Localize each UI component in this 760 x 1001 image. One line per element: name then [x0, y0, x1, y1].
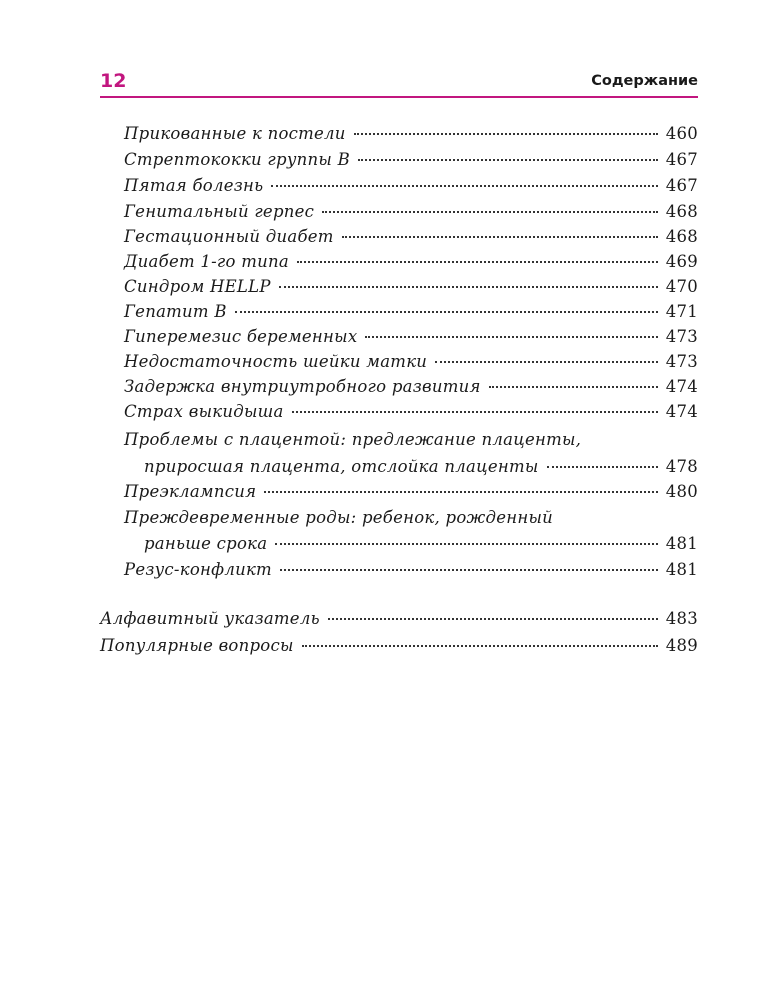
- toc-entry-page: 473: [665, 327, 698, 346]
- dot-leader: [264, 490, 657, 493]
- toc-entry-page: 483: [665, 609, 698, 628]
- toc-appendix-entry[interactable]: [100, 636, 698, 656]
- toc-entry-label: Диабет 1-го типа: [124, 252, 289, 271]
- header-rule: [100, 96, 698, 98]
- dot-leader: [489, 385, 658, 388]
- toc-entry-page: 481: [665, 534, 698, 553]
- toc-entry[interactable]: [124, 302, 698, 322]
- dot-leader: [365, 335, 657, 338]
- toc-entry-page: 489: [665, 636, 698, 655]
- toc-entry-page: 468: [665, 202, 698, 221]
- page-header: [100, 68, 698, 94]
- dot-leader: [547, 465, 658, 468]
- dot-leader: [235, 310, 658, 313]
- toc-entry-label: Гестационный диабет: [124, 227, 334, 246]
- toc-entry[interactable]: [124, 327, 698, 347]
- toc-entry-label: Страх выкидыша: [124, 402, 284, 421]
- toc-entry[interactable]: [124, 252, 698, 272]
- toc-entry-page: 473: [665, 352, 698, 371]
- toc-entry-label: Преэклампсия: [124, 482, 257, 501]
- toc-entry-page: 470: [665, 277, 698, 296]
- toc-entry-page: 460: [665, 124, 698, 143]
- toc-entry-page: 471: [665, 302, 698, 321]
- toc-appendix-entry[interactable]: [100, 609, 698, 629]
- toc-entry-page: 474: [665, 377, 698, 396]
- toc-entry-page: 474: [665, 402, 698, 421]
- dot-leader: [342, 235, 658, 238]
- toc-entry-label: Недостаточность шейки матки: [124, 352, 428, 371]
- dot-leader: [358, 158, 658, 161]
- toc-entry[interactable]: [124, 482, 698, 502]
- toc-entry[interactable]: [124, 377, 698, 397]
- toc-entry-page: 468: [665, 227, 698, 246]
- dot-leader: [279, 285, 658, 288]
- toc-entry-label: раньше срока: [144, 534, 268, 553]
- toc-entry-label: Гиперемезис беременных: [124, 327, 358, 346]
- toc-entry-label: Популярные вопросы: [100, 636, 294, 655]
- toc-entry[interactable]: [124, 352, 698, 372]
- toc-entry-page: 467: [665, 176, 698, 195]
- toc-entry[interactable]: [144, 534, 698, 554]
- toc-entry[interactable]: [124, 560, 698, 580]
- dot-leader: [302, 644, 658, 647]
- dot-leader: [271, 184, 657, 187]
- dot-leader: [435, 360, 658, 363]
- toc-entry-page: 478: [665, 457, 698, 476]
- toc-entry-label: Резус-конфликт: [124, 560, 272, 579]
- toc-entry-label: приросшая плацента, отслойка плаценты: [144, 457, 539, 476]
- toc-entry[interactable]: [124, 227, 698, 247]
- dot-leader: [322, 210, 658, 213]
- toc-entry-label: Синдром HELLP: [124, 277, 271, 296]
- toc-entry[interactable]: [124, 124, 698, 144]
- page-number: 12: [100, 70, 127, 92]
- dot-leader: [328, 617, 658, 620]
- dot-leader: [280, 568, 658, 571]
- toc-entry[interactable]: [124, 277, 698, 297]
- toc-entry-page: 467: [665, 150, 698, 169]
- toc-entry-label-line1[interactable]: Проблемы с плацентой: предлежание плаценты,: [124, 430, 582, 449]
- dot-leader: [354, 132, 658, 135]
- toc-entry[interactable]: [124, 150, 698, 170]
- toc-entry-label: Гепатит B: [124, 302, 227, 321]
- toc-entry-label: Пятая болезнь: [124, 176, 264, 195]
- dot-leader: [297, 260, 658, 263]
- toc-entry[interactable]: [144, 457, 698, 477]
- toc-entry[interactable]: [124, 402, 698, 422]
- toc-entry[interactable]: [124, 176, 698, 196]
- toc-entry-label-line1[interactable]: Преждевременные роды: ребенок, рожденный: [124, 508, 554, 527]
- section-title: Содержание: [591, 73, 698, 89]
- toc-entry-page: 481: [665, 560, 698, 579]
- toc-entry-page: 480: [665, 482, 698, 501]
- toc-entry-page: 469: [665, 252, 698, 271]
- toc-entry-label: Прикованные к постели: [124, 124, 346, 143]
- toc-entry-label: Стрептококки группы B: [124, 150, 350, 169]
- toc-entry-label: Генитальный герпес: [124, 202, 315, 221]
- dot-leader: [275, 542, 657, 545]
- toc-entry[interactable]: [124, 202, 698, 222]
- toc-entry-label: Алфавитный указатель: [100, 609, 320, 628]
- toc-entry-label: Задержка внутриутробного развития: [124, 377, 481, 396]
- dot-leader: [292, 410, 658, 413]
